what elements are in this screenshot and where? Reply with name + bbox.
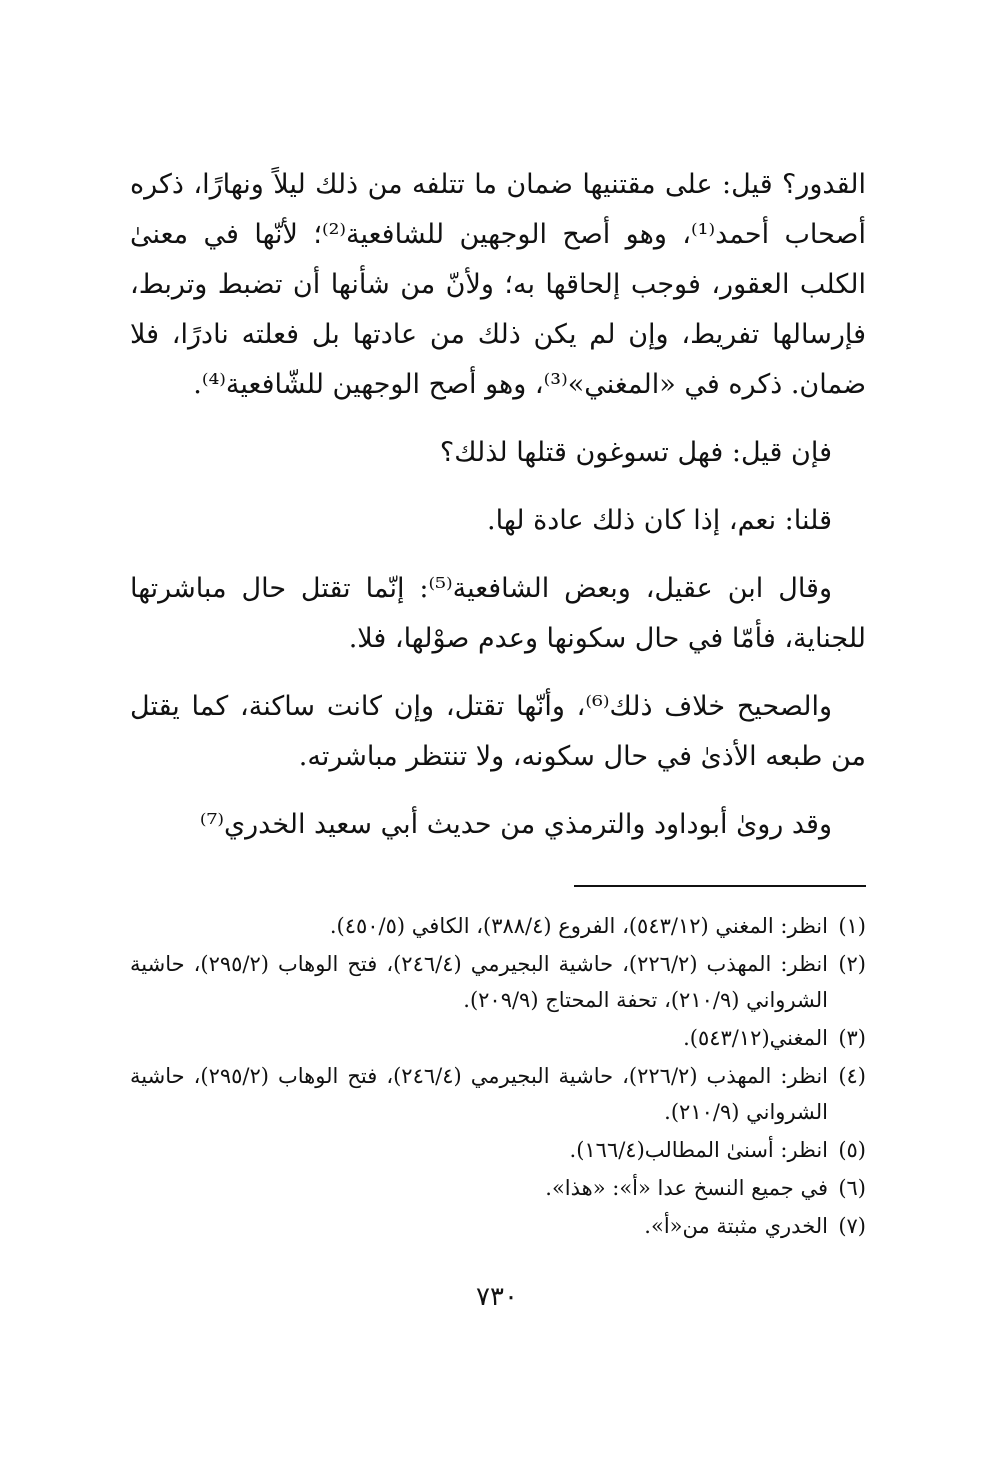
footnote-text: انظر: أسنىٰ المطالب(١٦٦/٤).	[569, 1138, 828, 1162]
footnote-text: انظر: المغني (٥٤٣/١٢)، الفروع (٣٨٨/٤)، الكافي (٤٥٠/٥).	[329, 914, 828, 938]
footnote-6	[130, 1170, 866, 1206]
footnote-1	[130, 908, 866, 944]
footnote-separator	[574, 885, 866, 887]
footnote-text: في جميع النسخ عدا «أ»: «هذا».	[545, 1176, 828, 1200]
footnote-number: (٥)	[838, 1138, 866, 1162]
paragraph-6: وقد روىٰ أبوداود والترمذي من حديث أبي سعيد الخدري⁽⁷⁾	[199, 809, 832, 840]
footnote-text: المغني(٥٤٣/١٢).	[683, 1026, 828, 1050]
footnote-4	[130, 1058, 866, 1130]
footnote-number: (٧)	[838, 1214, 866, 1238]
paragraph-1: القدور؟ قيل: على مقتنيها ضمان ما تتلفه من ذلك ليلاً ونهارًا، ذكره أصحاب أحمد⁽¹⁾، وهو أصح الوجهين للشافعية⁽²⁾؛ لأنّها في معنىٰ الكلب العقور، فوجب إلحاقها به؛ ولأنّ من شأنها أن تضبط وتربط، فإرسالها تفريط، وإن لم يكن ذلك من عادتها بل فعلته نادرًا، فلا ضمان. ذكره في «المغني»⁽³⁾، وهو أصح الوجهين للشّافعية⁽⁴⁾.	[130, 169, 866, 400]
footnote-number: (١)	[838, 914, 866, 938]
paragraph-3: قلنا: نعم، إذا كان ذلك عادة لها.	[487, 505, 832, 536]
footnotes	[130, 908, 866, 1246]
footnote-number: (٢)	[838, 952, 866, 976]
footnote-5	[130, 1132, 866, 1168]
footnote-text: الخدري مثبتة من«أ».	[644, 1214, 828, 1238]
paragraph-4: وقال ابن عقيل، وبعض الشافعية⁽⁵⁾: إنّما تقتل حال مباشرتها للجناية، فأمّا في حال سكونها وعدم صوْلها، فلا.	[130, 573, 866, 654]
footnote-number: (٦)	[838, 1176, 866, 1200]
page-number: ٧٣٠	[476, 1282, 518, 1312]
paragraph-2: فإن قيل: فهل تسوغون قتلها لذلك؟	[439, 437, 832, 468]
footnote-3	[130, 1020, 866, 1056]
footnote-number: (٣)	[838, 1026, 866, 1050]
footnote-2	[130, 946, 866, 1018]
footnote-number: (٤)	[838, 1064, 866, 1088]
footnote-text: انظر: المهذب (٢٢٦/٢)، حاشية البجيرمي (٢٤٦/٤)، فتح الوهاب (٢٩٥/٢)، حاشية الشرواني (٢١٠/٩).	[130, 1064, 828, 1124]
footnote-7	[130, 1208, 866, 1244]
paragraph-5: والصحيح خلاف ذلك⁽⁶⁾، وأنّها تقتل، وإن كانت ساكنة، كما يقتل من طبعه الأذىٰ في حال سكونه، ولا تنتظر مباشرته.	[130, 691, 866, 772]
footnote-text: انظر: المهذب (٢٢٦/٢)، حاشية البجيرمي (٢٤٦/٤)، فتح الوهاب (٢٩٥/٢)، حاشية الشرواني (٢١٠/٩)، تحفة المحتاج (٢٠٩/٩).	[130, 952, 828, 1012]
main-text	[130, 160, 866, 868]
